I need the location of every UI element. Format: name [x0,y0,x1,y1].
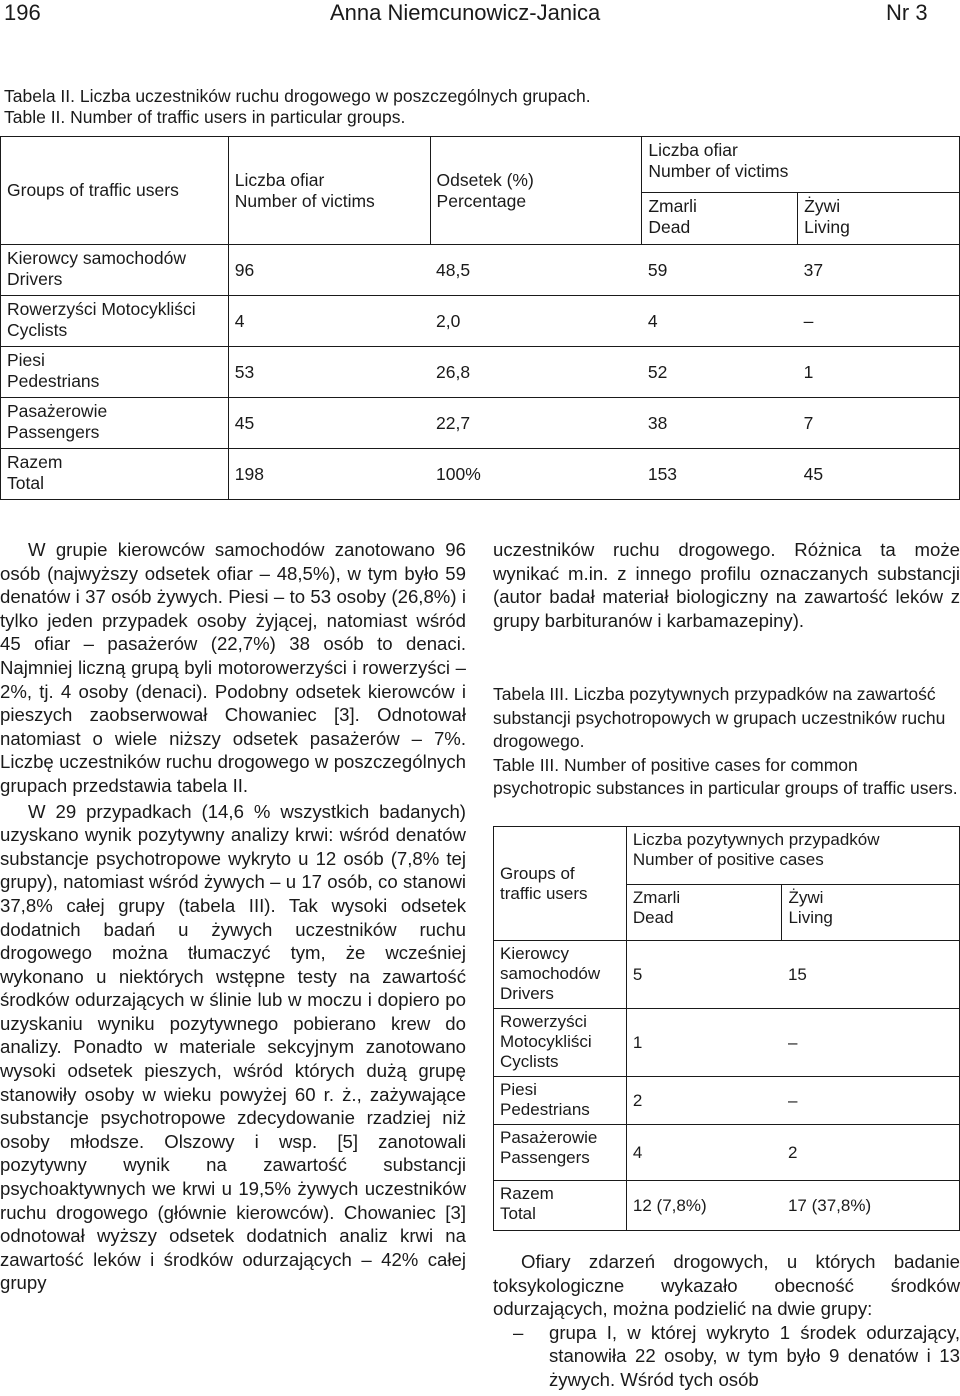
group-list [493,1321,960,1392]
table-row: Rowerzyści Motocykliści Cyclists 1 – [494,1009,960,1077]
issue-number: Nr 3 [886,0,928,25]
table2-header-living: Żywi Living [798,193,960,245]
list-item: – grupa I, w której wykryto 1 środek odurzający, stanowiła 22 osoby, w tym było 9 denatów i 13 żywych. Wśród tych osób [493,1321,960,1392]
table-row: Rowerzyści Motocykliści Cyclists 4 2,0 4 – [1,296,960,347]
table2-header-victims: Liczba ofiar Number of victims [228,137,430,245]
table3-header-dead: Zmarli Dead [626,885,782,941]
table-row: Pasażerowie Passengers 45 22,7 38 7 [1,398,960,449]
table2-header-victims-split: Liczba ofiar Number of victims [642,137,960,193]
paragraph: Ofiary zdarzeń drogowych, u których badanie toksykologiczne wykazało obecność środków odurzających, można podzielić na dwie grupy: [493,1251,960,1320]
table-row: Kierowcy samochodów Drivers 5 15 [494,941,960,1009]
table2-header-groups: Groups of traffic users [1,137,229,245]
table3-caption-en: Table III. Number of positive cases for common psychotropic substances in particular groups of traffic users. [493,754,958,798]
table-row: Razem Total 12 (7,8%) 17 (37,8%) [494,1181,960,1231]
table3-header-living: Żywi Living [782,885,960,941]
right-column-top [493,538,960,632]
table2-header-percent: Odsetek (%) Percentage [430,137,642,245]
table3 [493,826,960,1231]
table3-caption [493,683,960,801]
running-author: Anna Niemcunowicz-Janica [330,0,601,25]
table2 [0,136,960,500]
table3-header-positive: Liczba pozytywnych przypadków Number of positive cases [626,827,959,885]
table3-header-groups: Groups of traffic users [494,827,627,941]
page-number: 196 [4,0,41,25]
left-column [0,538,466,1295]
paragraph: uczestników ruchu drogowego. Różnica ta może wynikać m.in. z innego profilu oznaczanych substancji (autor badał materiał biologiczny na zawartość leków z grupy barbituranów i karbamazepiny). [493,539,960,631]
table-row: Piesi Pedestrians 53 26,8 52 1 [1,347,960,398]
table3-caption-pl: Tabela III. Liczba pozytywnych przypadków na zawartość substancji psychotropowych w grupach uczestników ruchu drogowego. [493,684,946,751]
table2-header-dead: Zmarli Dead [642,193,798,245]
right-column-bottom [493,1250,960,1392]
table-row: Pasażerowie Passengers 4 2 [494,1125,960,1181]
table2-caption-pl: Tabela II. Liczba uczestników ruchu drogowego w poszczególnych grupach. [4,86,591,106]
table-row: Kierowcy samochodów Drivers 96 48,5 59 37 [1,245,960,296]
paragraph: W grupie kierowców samochodów zanotowano 96 osób (najwyższy odsetek ofiar – 48,5%), w tym było 59 denatów i 37 osób żywych. Piesi – to 53 osoby (26,8%) i tylko jeden przypadek osoby żyjącej, natomiast wśród 45 ofiar – pasażerów (22,7%) 38 osób to denaci. Najmniej liczną grupą byli motorowerzyści i rowerzyści – 2%, tj. 4 osoby (denaci). Podobny odsetek kierowców i pieszych zaobserwował Chowaniec [3]. Odnotował natomiast o wiele niższy odsetek pasażerów – 7%. Liczbę uczestników ruchu drogowego w poszczególnych grupach przedstawia tabela II. [0,539,466,796]
table2-caption-en: Table II. Number of traffic users in particular groups. [4,107,406,127]
table-row: Piesi Pedestrians 2 – [494,1077,960,1125]
paragraph: W 29 przypadkach (14,6 % wszystkich badanych) uzyskano wynik pozytywny analizy krwi: wśród denatów substancje psychotropowe wykryto u 12 osób (7,8% tej grupy), natomiast wśród żywych – u 17 osób, co stanowi 37,8% całej grupy (tabela III). Tak wysoki odsetek dodatnich badań u żywych uczestników ruchu drogowego można tłumaczyć tym, że wcześniej wykonano u niektórych wstępne testy na zawartość środków odurzających w ślinie lub w moczu i dopiero po uzyskaniu wyniku pozytywnego pobierano krew do analizy. Ponadto w materiale sekcyjnym zanotowano wysoki odsetek pieszych, wśród których dużą grupę stanowiły osoby w wieku powyżej 60 r. ż., zażywające substancje psychotropowe zdecydowanie rzadziej niż osoby młodsze. Olszowy i wsp. [5] zanotowali pozytywny wynik na zawartość substancji psychoaktywnych we krwi u 19,5% żywych uczestników ruchu drogowego (głównie kierowców). Chowaniec [3] odnotował wyższy odsetek dodatnich analiz krwi na zawartość leków i środków odurzających – 42% całej grupy [0,800,466,1294]
table-row: Razem Total 198 100% 153 45 [1,449,960,500]
